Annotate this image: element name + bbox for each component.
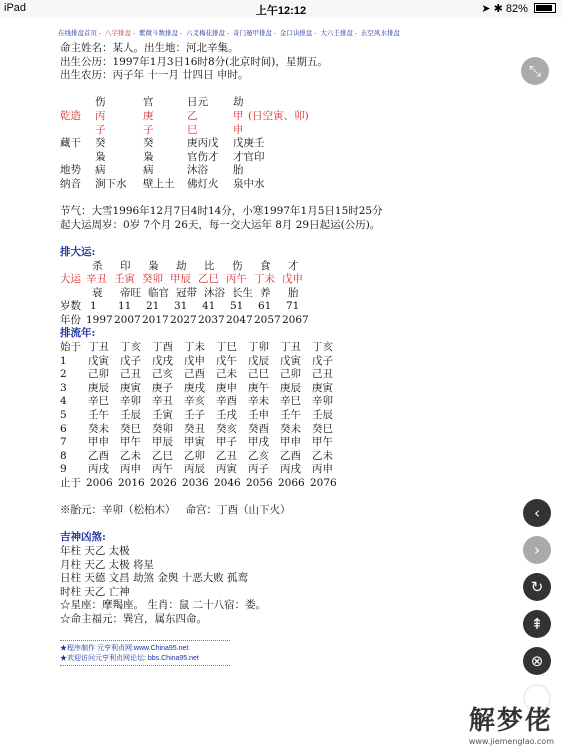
branch-cell: 子 [143, 123, 154, 136]
row-label: 地势 [60, 164, 81, 177]
dayun-shen-cell: 比 [204, 259, 215, 272]
liunian-cell: 乙未 [120, 449, 141, 462]
stem-cell: 甲 [233, 109, 244, 122]
liunian-row [60, 409, 510, 423]
canggan-cell: 癸 [95, 137, 106, 150]
jishen-line: 年柱 天乙 太极 [60, 544, 130, 557]
dayun-title: 排大运: [60, 245, 96, 258]
dayun-age-cell: 61 [258, 300, 272, 313]
dayun-state-cell: 养 [260, 286, 271, 299]
liunian-start-cell: 丁亥 [120, 341, 141, 354]
dayun-ganzhi-cell: 壬寅 [114, 273, 135, 286]
liunian-cell: 癸巳 [312, 422, 333, 435]
row-label: 大运 [60, 273, 81, 286]
liunian-cell: 辛巳 [280, 395, 301, 408]
liunian-row [60, 382, 510, 396]
jishen-line: 时柱 天乙 亡神 [60, 585, 130, 598]
row-label: 岁数 [60, 300, 81, 313]
canggan-shen-cell: 枭 [95, 150, 106, 163]
liunian-cell: 丙申 [120, 463, 141, 476]
taiyuan-line: ※胎元：辛卯（松柏木） 命宫：丁酉（山下火） [60, 504, 291, 517]
liunian-cell: 庚寅 [120, 381, 141, 394]
liunian-end-cell: 2046 [214, 477, 241, 489]
dayun-ganzhi-cell: 辛丑 [86, 273, 107, 286]
footer-maker-link[interactable]: ★程序制作 元亨利贞网:www.China95.net [60, 645, 189, 652]
jieqi-line: 节气：大雪1996年12月7日4时14分，小寒1997年1月5日15时25分 [60, 205, 383, 218]
dayun-age-cell: 31 [174, 300, 188, 313]
liunian-start-cell: 丁亥 [312, 341, 333, 354]
liunian-row [60, 368, 510, 382]
watermark-url: www.jiemenglao.com [468, 737, 554, 746]
branch-cell: 子 [95, 123, 106, 136]
dayun-shen-cell: 伤 [232, 259, 243, 272]
liunian-index: 7 [60, 436, 67, 449]
header-lunar: 出生农历：丙子年 十一月 廿四日 申时。 [60, 69, 249, 82]
header-solar: 出生公历：1997年1月3日16时8分(北京时间)，星期五。 [60, 55, 328, 68]
liunian-cell: 戊申 [184, 354, 205, 367]
canggan-shen-row [60, 151, 510, 165]
liunian-cell: 庚寅 [312, 381, 333, 394]
canggan-cell: 庚丙戊 [187, 137, 219, 150]
liunian-cell: 己亥 [152, 368, 173, 381]
shishen-cell: 官 [143, 96, 154, 109]
device-label: iPad [4, 2, 27, 14]
dayun-year-cell: 2057 [254, 313, 281, 326]
qiyun-line: 起大运周岁：0岁 7个月 26天，每一交大运年 8月 29日起运(公历)。 [60, 218, 381, 231]
liunian-cell: 壬申 [248, 409, 269, 422]
liunian-end-cell: 2076 [310, 477, 337, 489]
shishen-row [60, 96, 510, 110]
dayun-year-cell: 2047 [226, 313, 253, 326]
liunian-cell: 戊寅 [88, 354, 109, 367]
liunian-cell: 壬戌 [216, 409, 237, 422]
dayun-year-cell: 2037 [198, 313, 225, 326]
liunian-cell: 丙午 [152, 463, 173, 476]
battery-status [481, 2, 556, 15]
liunian-cell: 甲午 [120, 436, 141, 449]
liunian-index: 1 [60, 354, 67, 367]
dayun-age-cell: 51 [230, 300, 244, 313]
branch-cell: 巳 [187, 123, 198, 136]
dayun-shen-cell: 食 [260, 259, 271, 272]
status-bar [0, 0, 562, 18]
chart-content [60, 42, 510, 627]
nav-link-ziwei[interactable]: 紫微斗数排盘 [138, 30, 178, 37]
header-name: 命主姓名：某人。出生地：河北辛集。 [60, 42, 239, 54]
dayun-shen-row [60, 260, 510, 274]
liunian-start-cell: 丁卯 [248, 341, 269, 354]
liunian-cell: 辛未 [248, 395, 269, 408]
liunian-start-cell: 丁丑 [280, 341, 301, 354]
nav-link-xuankong[interactable]: 玄空风水排盘 [360, 30, 400, 37]
footer [60, 638, 230, 668]
jishen-title: 吉神凶煞: [60, 531, 106, 544]
liunian-cell: 癸未 [88, 422, 109, 435]
dayun-state-row [60, 287, 510, 301]
nayin-cell: 涧下水 [95, 177, 127, 190]
liunian-grid [60, 355, 510, 477]
dishi-cell: 病 [143, 164, 154, 177]
nav-link-liuren[interactable]: 大六壬排盘 [320, 30, 353, 37]
watermark [469, 700, 554, 746]
liunian-cell: 甲午 [312, 436, 333, 449]
liunian-cell: 甲子 [216, 436, 237, 449]
liunian-index: 3 [60, 381, 67, 394]
liunian-title: 排流年: [60, 327, 96, 340]
jishen-line: ☆星座：摩羯座。 生肖：鼠 二十八宿：娄。 [60, 599, 267, 612]
liunian-cell: 己丑 [120, 368, 141, 381]
branch-row [60, 124, 510, 138]
dayun-ganzhi-cell: 甲辰 [170, 273, 191, 286]
liunian-cell: 乙丑 [216, 449, 237, 462]
collapse-icon[interactable]: ⤡ [521, 57, 549, 85]
dayun-year-cell: 2007 [114, 313, 141, 326]
liunian-start-row [60, 341, 510, 355]
liunian-cell: 乙酉 [280, 449, 301, 462]
nav-link-bazi[interactable]: 八字排盘 [104, 30, 131, 37]
liunian-cell: 庚申 [216, 381, 237, 394]
dayun-age-cell: 71 [286, 300, 300, 313]
dayun-state-cell: 沐浴 [204, 286, 225, 299]
liunian-index: 8 [60, 449, 67, 462]
liunian-cell: 乙巳 [152, 449, 173, 462]
liunian-cell: 辛酉 [216, 395, 237, 408]
liunian-cell: 乙酉 [88, 449, 109, 462]
liunian-cell: 辛卯 [312, 395, 333, 408]
kong-note: (日空寅、卯) [248, 109, 309, 122]
dayun-state-cell: 冠带 [176, 286, 197, 299]
liunian-cell: 甲申 [88, 436, 109, 449]
nayin-row [60, 178, 510, 192]
divider [60, 640, 230, 641]
battery-percent: 82% [505, 3, 528, 15]
dishi-cell: 胎 [233, 164, 244, 177]
liunian-cell: 戊午 [216, 354, 237, 367]
liunian-cell: 丙戌 [280, 463, 301, 476]
dayun-ganzhi-row [60, 273, 510, 287]
dishi-cell: 沐浴 [187, 164, 208, 177]
jishen-line: ☆命主福元：巽宫，属东四命。 [60, 612, 207, 625]
row-label: 年份 [60, 313, 81, 326]
stem-cell: 丙 [95, 109, 106, 122]
dayun-year-row [60, 314, 510, 328]
liunian-cell: 乙未 [312, 449, 333, 462]
dayun-ganzhi-cell: 丙午 [226, 273, 247, 286]
dayun-ganzhi-cell: 癸卯 [142, 273, 163, 286]
dayun-age-cell: 41 [202, 300, 216, 313]
top-nav: 在线排盘首页 - 八字排盘 - 紫微斗数排盘 - 六爻梅花排盘 - 奇门遁甲排盘 - 金口诀排盘 - 大六壬排盘 - 玄空风水排盘 [58, 30, 400, 37]
liunian-cell: 丙辰 [184, 463, 205, 476]
liunian-cell: 癸卯 [152, 422, 173, 435]
bluetooth-icon: ✱ [493, 3, 503, 15]
dayun-age-cell: 21 [146, 300, 160, 313]
row-label: 始于 [60, 341, 81, 354]
clock: 上午12:12 [255, 5, 307, 17]
liunian-cell: 庚辰 [88, 381, 109, 394]
liunian-cell: 庚辰 [280, 381, 301, 394]
liunian-cell: 己巳 [248, 368, 269, 381]
canggan-row [60, 137, 510, 151]
reload-button[interactable]: ↻ [523, 573, 551, 601]
liunian-index: 4 [60, 395, 67, 408]
shishen-cell: 伤 [95, 96, 106, 109]
liunian-start-cell: 丁丑 [88, 341, 109, 354]
canggan-shen-cell: 官伤才 [187, 150, 219, 163]
jishen-line: 月柱 天乙 太极 将星 [60, 558, 155, 571]
liunian-index: 9 [60, 463, 67, 476]
nav-link-jinkou[interactable]: 金口诀排盘 [279, 30, 313, 37]
dayun-state-cell: 临官 [148, 286, 169, 299]
liunian-cell: 壬寅 [152, 409, 173, 422]
dayun-state-cell: 长生 [232, 286, 253, 299]
liunian-index: 5 [60, 409, 67, 422]
forward-button[interactable]: › [523, 536, 551, 564]
liunian-cell: 庚午 [248, 381, 269, 394]
liunian-cell: 癸亥 [216, 422, 237, 435]
dayun-age-cell: 11 [118, 300, 132, 313]
dayun-ganzhi-cell: 戊申 [282, 273, 303, 286]
row-label: 纳音 [60, 177, 81, 190]
dayun-age-row [60, 300, 510, 314]
dayun-age-cell: 1 [90, 300, 97, 313]
liunian-cell: 戊辰 [248, 354, 269, 367]
dayun-state-cell: 衰 [92, 286, 103, 299]
liunian-cell: 癸酉 [248, 422, 269, 435]
back-button[interactable]: ‹ [523, 499, 551, 527]
dayun-ganzhi-cell: 乙巳 [198, 273, 219, 286]
liunian-cell: 丙子 [248, 463, 269, 476]
liunian-row [60, 463, 510, 477]
liunian-cell: 己卯 [280, 368, 301, 381]
liunian-cell: 己酉 [184, 368, 205, 381]
dayun-year-cell: 1997 [86, 313, 113, 326]
liunian-end-cell: 2056 [246, 477, 273, 489]
liunian-cell: 庚子 [152, 381, 173, 394]
nav-link-qimen[interactable]: 奇门遁甲排盘 [232, 30, 272, 37]
liunian-end-cell: 2066 [278, 477, 305, 489]
liunian-row [60, 395, 510, 409]
scroll-top-button[interactable]: ⇞ [523, 610, 551, 638]
liunian-cell: 壬子 [184, 409, 205, 422]
watermark-logo: 解梦佬 [468, 706, 553, 736]
liunian-cell: 丙申 [312, 463, 333, 476]
qianzao-row [60, 110, 510, 124]
liunian-cell: 乙亥 [248, 449, 269, 462]
liunian-cell: 甲申 [280, 436, 301, 449]
liunian-row [60, 355, 510, 369]
liunian-cell: 戊寅 [280, 354, 301, 367]
dayun-shen-cell: 杀 [92, 259, 103, 272]
nav-link-home[interactable]: 在线排盘首页 [58, 30, 97, 37]
canggan-cell: 戊庚壬 [233, 137, 265, 150]
liunian-cell: 癸丑 [184, 422, 205, 435]
liunian-cell: 壬辰 [312, 409, 333, 422]
liunian-end-cell: 2036 [182, 477, 209, 489]
liunian-cell: 己未 [216, 368, 237, 381]
nav-link-liuyao[interactable]: 六爻梅花排盘 [185, 30, 225, 37]
stem-cell: 庚 [143, 109, 154, 122]
liunian-cell: 庚戌 [184, 381, 205, 394]
stem-cell: 乙 [187, 109, 198, 122]
canggan-cell: 癸 [143, 137, 154, 150]
liunian-cell: 辛卯 [120, 395, 141, 408]
liunian-cell: 壬午 [280, 409, 301, 422]
liunian-cell: 丙寅 [216, 463, 237, 476]
shishen-cell: 劫 [233, 96, 244, 109]
shishen-cell: 日元 [187, 96, 208, 109]
nayin-cell: 泉中水 [233, 177, 265, 190]
liunian-cell: 癸未 [280, 422, 301, 435]
liunian-cell: 壬辰 [120, 409, 141, 422]
canggan-shen-cell: 枭 [143, 150, 154, 163]
branch-cell: 申 [233, 123, 244, 136]
liunian-end-row [60, 477, 510, 491]
liunian-end-cell: 2016 [118, 477, 145, 489]
battery-icon [534, 3, 556, 13]
liunian-cell: 戊戌 [152, 354, 173, 367]
location-icon: ➤ [481, 3, 491, 15]
dayun-shen-cell: 枭 [148, 259, 159, 272]
footer-forum-link[interactable]: ★欢迎访问元亨利贞网论坛: bbs.China95.net [60, 655, 199, 662]
liunian-end-cell: 2026 [150, 477, 177, 489]
jishen-line: 日柱 天德 文昌 劫煞 金舆 十恶大败 孤鸾 [60, 572, 249, 585]
liunian-cell: 戊子 [120, 354, 141, 367]
dishi-cell: 病 [95, 164, 106, 177]
liunian-row [60, 423, 510, 437]
divider [60, 665, 230, 666]
liunian-cell: 甲戌 [248, 436, 269, 449]
dayun-year-cell: 2027 [170, 313, 197, 326]
canggan-shen-cell: 才官印 [233, 150, 265, 163]
liunian-cell: 己卯 [88, 368, 109, 381]
liunian-row [60, 436, 510, 450]
liunian-cell: 己丑 [312, 368, 333, 381]
liunian-cell: 辛丑 [152, 395, 173, 408]
liunian-start-cell: 丁巳 [216, 341, 237, 354]
dayun-shen-cell: 劫 [176, 259, 187, 272]
liunian-cell: 丙戌 [88, 463, 109, 476]
liunian-cell: 戊子 [312, 354, 333, 367]
liunian-index: 2 [60, 368, 67, 381]
liunian-end-cell: 2006 [86, 477, 113, 489]
dayun-year-cell: 2067 [282, 313, 309, 326]
liunian-cell: 甲辰 [152, 436, 173, 449]
nayin-cell: 佛灯火 [187, 177, 219, 190]
dayun-ganzhi-cell: 丁未 [254, 273, 275, 286]
dayun-year-cell: 2017 [142, 313, 169, 326]
dayun-state-cell: 胎 [288, 286, 299, 299]
liunian-row [60, 450, 510, 464]
liunian-start-cell: 丁酉 [152, 341, 173, 354]
liunian-cell: 辛亥 [184, 395, 205, 408]
liunian-cell: 壬午 [88, 409, 109, 422]
row-label: 止于 [60, 477, 81, 489]
row-label: 藏干 [60, 137, 81, 150]
liunian-cell: 癸巳 [120, 422, 141, 435]
liunian-cell: 辛巳 [88, 395, 109, 408]
close-page-button[interactable]: ⊗ [523, 647, 551, 675]
liunian-cell: 甲寅 [184, 436, 205, 449]
row-label: 乾造 [60, 109, 81, 122]
dayun-shen-cell: 才 [288, 259, 299, 272]
nayin-cell: 壁上土 [143, 177, 175, 190]
liunian-index: 6 [60, 422, 67, 435]
dayun-state-cell: 帝旺 [120, 286, 141, 299]
liunian-start-cell: 丁未 [184, 341, 205, 354]
dayun-shen-cell: 印 [120, 259, 131, 272]
dishi-row [60, 164, 510, 178]
liunian-cell: 乙卯 [184, 449, 205, 462]
